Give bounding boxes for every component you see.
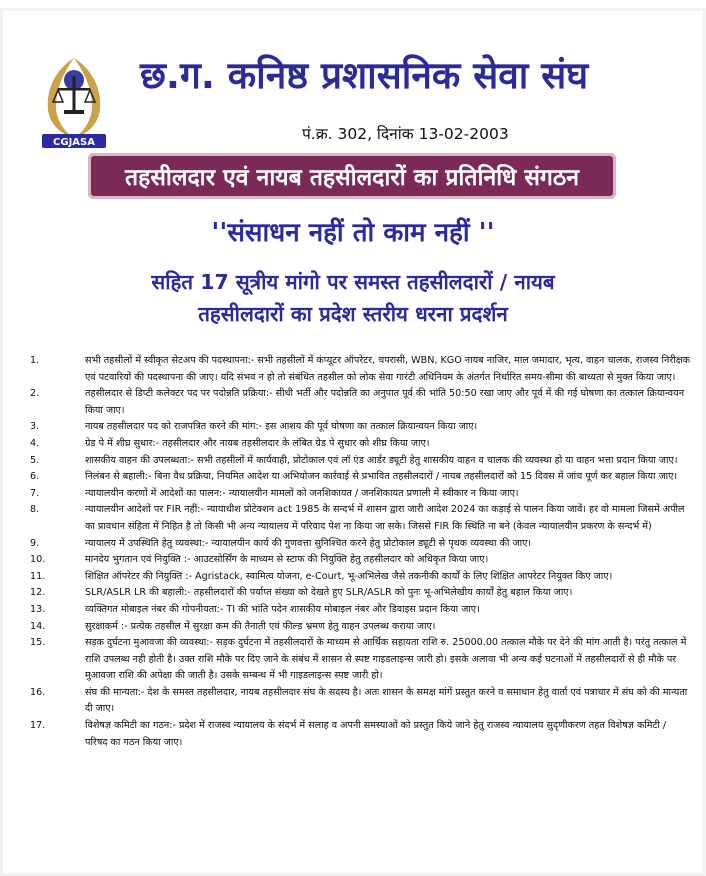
demand-text: निलंबन से बहाली:- बिना वैध प्रक्रिया, नियमित आदेश या अभियोजन कार्रवाई से प्रभावित तहसीलदारों / नायब तहसीलदारों को 15 दिवस में जांच पूर्ण कर बहाल किया जाए। xyxy=(85,471,678,483)
organization-title: छ.ग. कनिष्ठ प्रशासनिक सेवा संघ xyxy=(140,54,589,97)
demand-text: सड़क दुर्घटना मुआवजा की व्यवस्था:- सड़क दुर्घटना में तहसीलदारों के माध्यम से आर्थिक सहायता राशि रु. 25000.00 तत्काल मौके पर देने की मांग आती है। परंतु तत्काल में राशि उपलब्ध नही होती है। उक्त राशि मौके पर दिए जाने के संबंध में शासन से स्पष्ट गाइडलाइन्स जारी हो। इसके अलावा भी अन्य कई घटनाओं में तहसीलदारों से ही मौके पर मुआवजा राशि की अपेक्षा की जाती है। उसके सम्बन्ध में भी गाइडलाइन्स स्पष्ट जारी हो। xyxy=(85,637,687,682)
demand-number: 11. xyxy=(30,570,46,582)
demand-number: 15. xyxy=(30,637,46,649)
demand-item xyxy=(30,619,690,636)
organization-banner xyxy=(88,153,616,199)
demand-item xyxy=(30,536,690,553)
demand-item xyxy=(30,386,690,419)
demands-list xyxy=(30,353,690,751)
association-logo xyxy=(28,50,120,152)
demand-number: 5. xyxy=(30,454,40,466)
demand-item xyxy=(30,602,690,619)
demand-text: न्यायालयीन करणों में आदेशों का पालन:- न्यायालयीन मामलों को जनशिकायत / जनशिकायत प्रणाली में स्वीकार न किया जाए। xyxy=(85,487,519,499)
demand-text: ग्रेड पे में शीघ्र सुधार:- तहसीलदार और नायब तहसीलदार के लंबित ग्रेड पे सुधार को शीघ्र किया जाए। xyxy=(85,437,430,449)
demand-item xyxy=(30,585,690,602)
demand-text: संघ की मान्यता:- देश के समस्त तहसीलदार, नायब तहसीलदार संघ के सदस्य है। अतः शासन के समक्ष मांगें प्रस्तुत करने व समाधान हेतु वार्ता एवं पत्राचार में संघ को की मान्यता दी जाए। xyxy=(85,686,688,715)
demand-item xyxy=(30,469,690,486)
demand-item xyxy=(30,453,690,470)
demand-text: न्यायालयीन आदेशों पर FIR नहीं:- न्यायाधीश प्रोटेक्शन act 1985 के सन्दर्भ में शासन द्वारा जारी आदेश 2024 का कड़ाई से पालन किया जावें। हर वो मामला जिसमें अपील का प्रावधान संहिता में निहित है तो किसी भी अन्य न्यायालय में परिवाद पेश ना किया जा सके। जिससे FIR कि स्थिति ना बने (केवल न्यायालयीन प्रकरण के सन्दर्भ में) xyxy=(85,504,685,532)
demand-number: 2. xyxy=(30,388,40,400)
banner-text: तहसीलदार एवं नायब तहसीलदारों का प्रतिनिधि संगठन xyxy=(125,165,579,191)
demand-item xyxy=(30,502,690,535)
demand-number: 12. xyxy=(30,587,46,599)
subtitle-line-2: तहसीलदारों का प्रदेश स्तरीय धरना प्रदर्शन xyxy=(198,302,508,326)
demand-item xyxy=(30,552,690,569)
demand-item xyxy=(30,419,690,436)
demand-number: 7. xyxy=(30,487,40,499)
demand-text: सभी तहसीलों में स्वीकृत सेटअप की पदस्थापना:- सभी तहसीलों में कंप्यूटर ऑपरेटर, चपरासी, WBN, KGO नायब नाजिर, माल जमादार, भृत्य, वाहन चालक, राजस्व निरीक्षक एवं पटवारियों की पदस्थापना की जाए। यदि संभव न हो तो संबंधित तहसील को लोक सेवा गारंटी अधिनियम के अंतर्गत निर्धारित समय-सीमा की बाध्यता से मुक्त किया जाए। xyxy=(85,355,690,383)
demand-item xyxy=(30,685,690,718)
demand-text: मानदेय भुगतान एवं नियुक्ति :- आउटसोर्सिंग के माध्यम से स्टाफ की नियुक्ति हेतु तहसीलदार को अधिकृत किया जाए। xyxy=(85,554,489,566)
reference-number: पं.क्र. 302, दिनांक 13-02-2003 xyxy=(302,125,509,143)
demand-number: 17. xyxy=(30,720,46,732)
demand-number: 16. xyxy=(30,686,46,698)
svg-text:CGJASA: CGJASA xyxy=(53,137,95,148)
demand-item xyxy=(30,569,690,586)
subtitle-line-1: सहित 17 सूत्रीय मांगो पर समस्त तहसीलदारों / नायब xyxy=(151,270,555,294)
demand-text: तहसीलदार से डिप्टी कलेक्टर पद पर पदोन्नति प्रक्रिया:- सीधी भर्ती और पदोन्नति का अनुपात पूर्व की भांति 50:50 रखा जाए और पूर्व में की गई घोषणा का तत्काल क्रियान्वयन किया जाए। xyxy=(85,388,685,416)
demand-text: शासकीय वाहन की उपलब्धता:- सभी तहसीलों में कार्यवाही, प्रोटोकाल एवं लॉ एंड आर्डर ड्यूटी हेतु शासकीय वाहन व चालक की व्यवस्था हो या वाहन भत्ता प्रदान किया जाए। xyxy=(85,454,678,466)
demand-number: 3. xyxy=(30,421,40,433)
demand-number: 6. xyxy=(30,471,40,483)
demand-number: 1. xyxy=(30,355,40,366)
demand-item xyxy=(30,718,690,751)
demand-item xyxy=(30,436,690,453)
demand-text: सुरक्षाकर्म :- प्रत्येक तहसील में सुरक्षा कम की तैनाती एवं फील्ड भ्रमण हेतु वाहन उपलब्ध कराया जाए। xyxy=(85,620,436,632)
demand-text: व्यक्तिगत मोबाइल नंबर की गोपनीयता:- TI की भांति पदेन शासकीय मोबाइल नंबर और डिवाइस प्रदान किया जाए। xyxy=(85,603,480,615)
demand-text: विशेषज्ञ कमिटी का गठन:- प्रदेश में राजस्व न्यायालय के संदर्भ में सलाह व अपनी समस्याओं को प्रस्तुत किये जाने हेतु राजस्व न्यायालय सुदृणीकरण तहत विशेषज्ञ कमिटी / परिषद का गठन किया जाए। xyxy=(85,720,667,748)
slogan: ''संसाधन नहीं तो काम नहीं '' xyxy=(211,218,495,248)
demand-number: 14. xyxy=(30,620,46,632)
demand-text: शिक्षित ऑपरेटर की नियुक्ति :- Agristack, स्वामित्व योजना, e-Court, भू-अभिलेख जैसे तकनीकी कार्यों के लिए शिक्षित आपरेटर नियुक्त किए जाए। xyxy=(85,570,613,582)
demand-number: 10. xyxy=(30,554,46,566)
demand-item xyxy=(30,635,690,685)
demand-item xyxy=(30,353,690,386)
demand-text: नायब तहसीलदार पद को राजपत्रित करने की मांग:- इस आशय की पूर्व घोषणा का तत्काल क्रियान्वयन किया जाए। xyxy=(85,421,478,433)
demand-text: SLR/ASLR LR की बहाली:- तहसीलदारों की पर्याप्त संख्या को देखते हुए SLR/ASLR को पुनः भू-अभिलेखीय कार्यों हेतु बहाल किया जाए। xyxy=(85,587,573,599)
demand-item xyxy=(30,486,690,503)
demand-text: न्यायालय में उपस्थिति हेतु व्यवस्था:- न्यायालयीन कार्य की गुणवत्ता सुनिश्चित करने हेतु प्रोटोकाल ड्यूटी से पृथक व्यवस्था की जाए। xyxy=(85,537,532,549)
demand-number: 13. xyxy=(30,603,46,615)
demand-number: 8. xyxy=(30,504,40,516)
demand-number: 4. xyxy=(30,437,40,449)
demand-number: 9. xyxy=(30,537,40,549)
